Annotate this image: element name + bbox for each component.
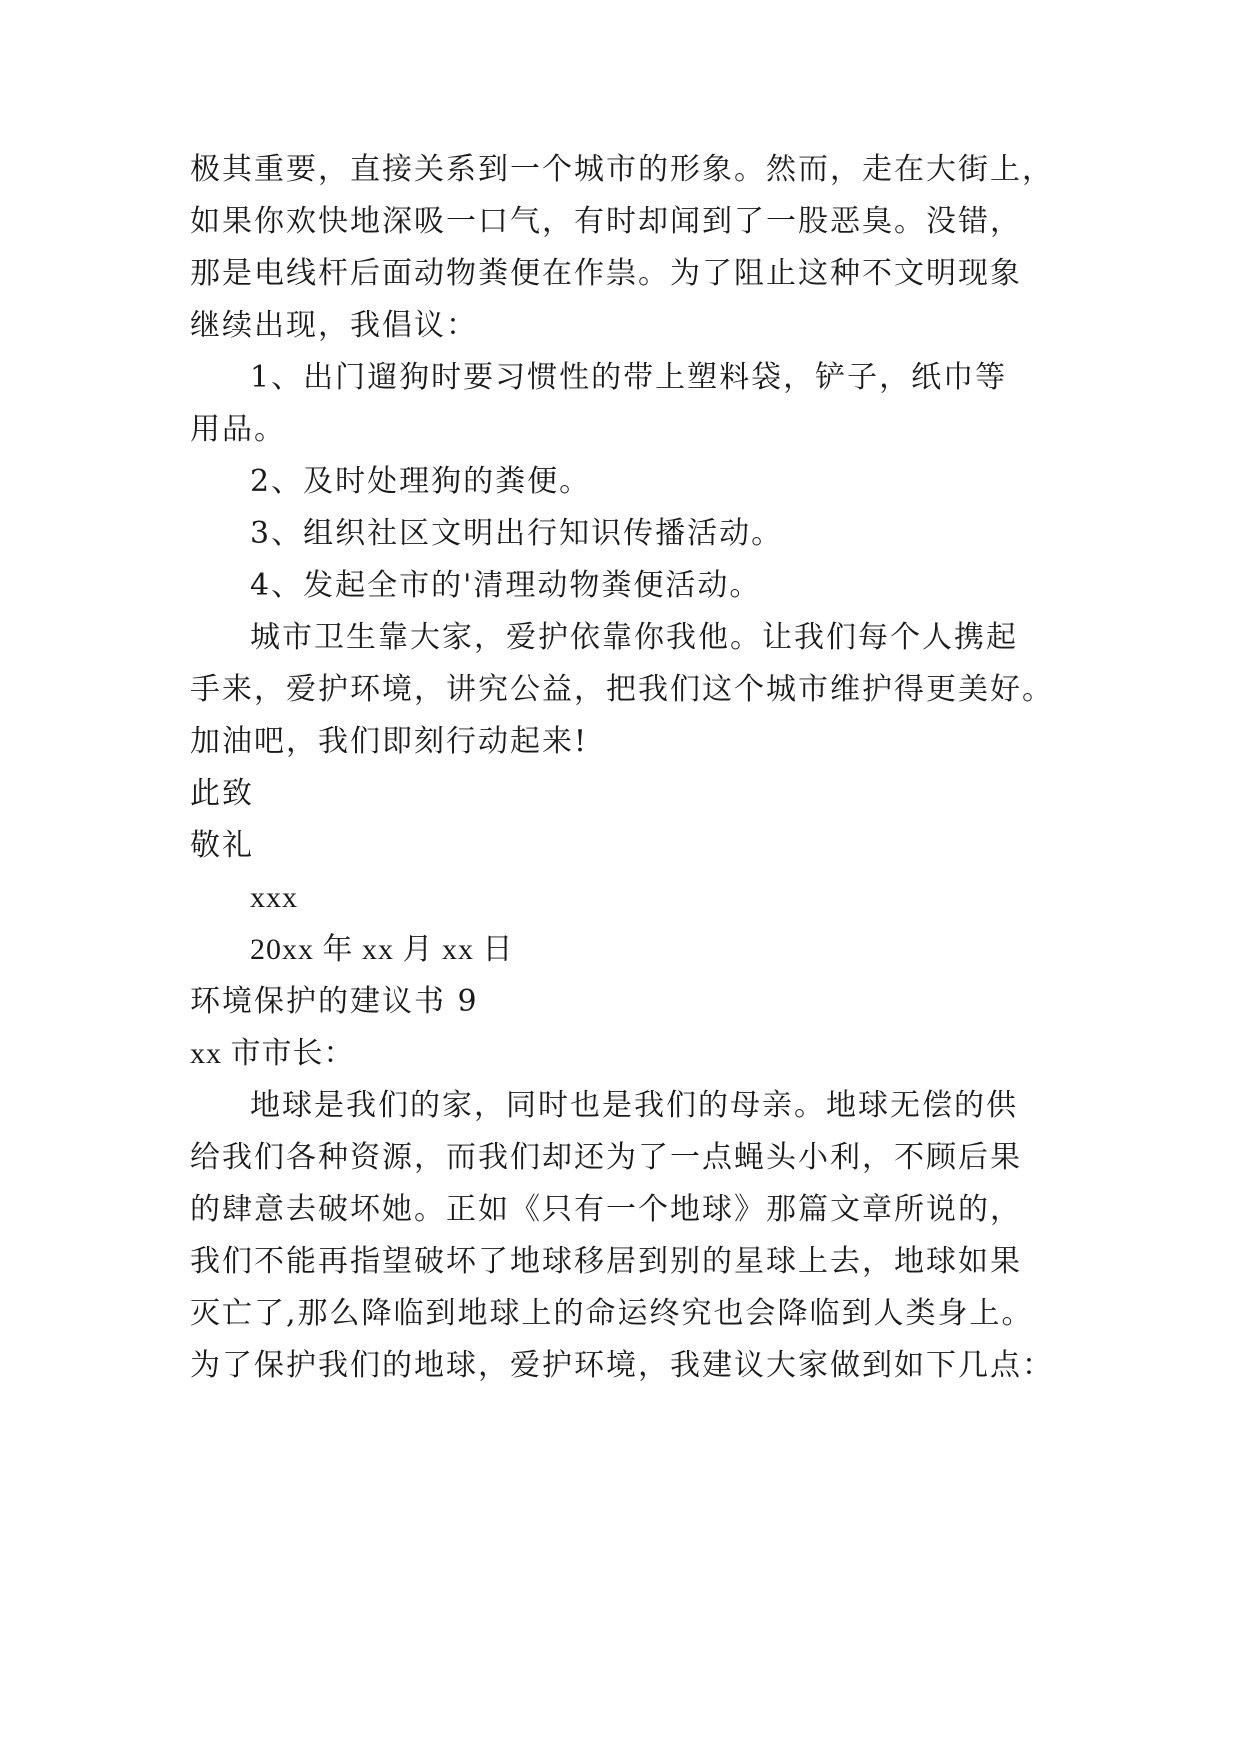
paragraph-line: 极其重要，直接关系到一个城市的形象。然而，走在大街上，: [190, 152, 1054, 187]
closing-line: 敬礼: [190, 828, 254, 863]
paragraph-line: 那是电线杆后面动物粪便在作祟。为了阻止这种不文明现象: [190, 256, 1022, 291]
paragraph-line: 加油吧，我们即刻行动起来!: [190, 724, 589, 759]
salutation: xx 市市长：: [190, 1037, 355, 1070]
paragraph-line: 继续出现，我倡议：: [190, 308, 478, 343]
paragraph-line: 城市卫生靠大家，爱护依靠你我他。让我们每个人携起: [250, 620, 1018, 655]
paragraph-line: 手来，爱护环境，讲究公益，把我们这个城市维护得更美好。: [190, 672, 1054, 707]
paragraph-line: 灭亡了,那么降临到地球上的命运终究也会降临到人类身上。: [190, 1296, 1034, 1331]
list-item: 2、及时处理狗的粪便。: [250, 464, 592, 499]
list-item: 3、组织社区文明出行知识传播活动。: [250, 516, 784, 551]
paragraph-line: 地球是我们的家，同时也是我们的母亲。地球无偿的供: [250, 1088, 1018, 1123]
signature: xxx: [250, 881, 298, 914]
list-item: 4、发起全市的'清理动物粪便活动。: [250, 568, 762, 603]
closing-line: 此致: [190, 776, 254, 811]
paragraph-line: 给我们各种资源，而我们却还为了一点蝇头小利，不顾后果: [190, 1140, 1022, 1175]
paragraph-line: 为了保护我们的地球，爱护环境，我建议大家做到如下几点：: [190, 1348, 1054, 1383]
paragraph-line: 我们不能再指望破坏了地球移居到别的星球上去，地球如果: [190, 1244, 1022, 1279]
paragraph-line: 的肆意去破坏她。正如《只有一个地球》那篇文章所说的，: [190, 1192, 1022, 1227]
paragraph-line: 如果你欢快地深吸一口气，有时却闻到了一股恶臭。没错，: [190, 204, 1022, 239]
section-title: 环境保护的建议书 9: [190, 984, 479, 1019]
list-item-continuation: 用品。: [190, 412, 286, 447]
date-line: 20xx 年 xx 月 xx 日: [250, 933, 514, 966]
list-item: 1、出门遛狗时要习惯性的带上塑料袋，铲子，纸巾等: [250, 360, 1008, 395]
